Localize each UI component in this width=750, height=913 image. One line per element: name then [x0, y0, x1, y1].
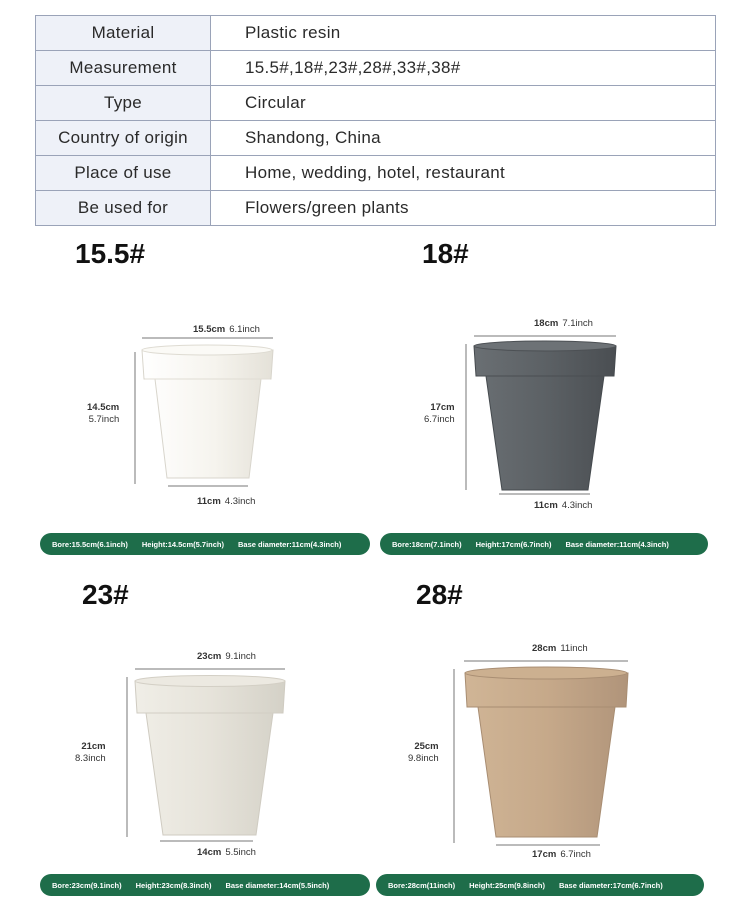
info-bar-15-5: [40, 533, 370, 555]
info-base: Base diameter:14cm(5.5inch): [225, 880, 330, 890]
bore-inch: 6.1inch: [229, 324, 260, 335]
info-bar-23: [40, 874, 370, 896]
bore-label: [534, 318, 593, 330]
info-height: Height:14.5cm(5.7inch): [141, 539, 224, 549]
bore-cm: 18cm: [534, 318, 559, 329]
spec-key: Place of use: [36, 156, 211, 191]
height-label: [408, 741, 439, 765]
base-inch: 4.3inch: [224, 496, 256, 507]
info-bar-28: [376, 874, 704, 896]
bore-label: [193, 324, 260, 336]
base-inch: 4.3inch: [561, 500, 593, 511]
product-panel-23: [35, 573, 385, 913]
spec-row-type: [36, 86, 716, 121]
info-base: Base diameter:11cm(4.3inch): [565, 539, 669, 549]
product-panel-15-5: [35, 232, 385, 572]
spec-key: Material: [36, 16, 211, 51]
bore-label: [197, 651, 256, 663]
base-inch: 6.7inch: [560, 849, 591, 860]
spec-key: Be used for: [36, 191, 211, 226]
spec-row-origin: [36, 121, 716, 156]
info-base: Base diameter:11cm(4.3inch): [237, 539, 342, 549]
height-inch: 6.7inch: [424, 414, 455, 425]
spec-value: Plastic resin: [211, 16, 716, 51]
product-panel-18: [378, 232, 728, 572]
height-inch: 9.8inch: [408, 753, 439, 764]
base-cm: 11cm: [197, 496, 221, 507]
bore-inch: 11inch: [560, 643, 588, 654]
height-cm: 21cm: [81, 741, 106, 752]
height-label: [75, 741, 106, 765]
info-base: Base diameter:17cm(6.7inch): [558, 880, 663, 890]
spec-row-usage: [36, 191, 716, 226]
height-label: [424, 402, 455, 426]
spec-value: 15.5#,18#,23#,28#,33#,38#: [211, 51, 716, 86]
spec-key: Measurement: [36, 51, 211, 86]
bore-inch: 9.1inch: [225, 651, 256, 662]
info-bore: Bore:28cm(11inch): [388, 880, 456, 890]
base-label: [532, 849, 591, 861]
base-label: [534, 500, 592, 512]
base-inch: 5.5inch: [225, 847, 256, 858]
spec-row-place: [36, 156, 716, 191]
bore-cm: 23cm: [197, 651, 222, 662]
height-cm: 14.5cm: [87, 402, 120, 413]
info-bore: Bore:15.5cm(6.1inch): [52, 539, 128, 549]
info-height: Height:23cm(8.3inch): [135, 880, 212, 890]
height-label: [87, 402, 119, 426]
size-title: 23#: [82, 579, 129, 610]
bore-label: [532, 643, 588, 655]
size-title: 15.5#: [75, 238, 146, 269]
info-bore: Bore:23cm(9.1inch): [52, 880, 122, 890]
base-cm: 14cm: [197, 847, 222, 858]
base-cm: 11cm: [534, 500, 558, 511]
base-cm: 17cm: [532, 849, 557, 860]
info-bar-18: [380, 533, 708, 555]
spec-value: Circular: [211, 86, 716, 121]
spec-row-measurement: [36, 51, 716, 86]
spec-value: Home, wedding, hotel, restaurant: [211, 156, 716, 191]
bore-cm: 15.5cm: [193, 324, 226, 335]
spec-row-material: [36, 16, 716, 51]
bore-inch: 7.1inch: [562, 318, 593, 329]
size-title: 18#: [422, 238, 469, 269]
spec-key: Country of origin: [36, 121, 211, 156]
base-label: [197, 496, 255, 508]
spec-value: Shandong, China: [211, 121, 716, 156]
spec-key: Type: [36, 86, 211, 121]
size-title: 28#: [416, 579, 463, 610]
bore-cm: 28cm: [532, 643, 557, 654]
height-cm: 17cm: [430, 402, 455, 413]
product-panel-28: [378, 573, 728, 913]
info-height: Height:25cm(9.8inch): [469, 880, 545, 890]
spec-value: Flowers/green plants: [211, 191, 716, 226]
height-cm: 25cm: [414, 741, 439, 752]
info-bore: Bore:18cm(7.1inch): [392, 539, 462, 549]
info-height: Height:17cm(6.7inch): [475, 539, 552, 549]
base-label: [197, 847, 256, 859]
height-inch: 8.3inch: [75, 753, 106, 764]
spec-table: [35, 15, 716, 226]
height-inch: 5.7inch: [88, 414, 120, 425]
